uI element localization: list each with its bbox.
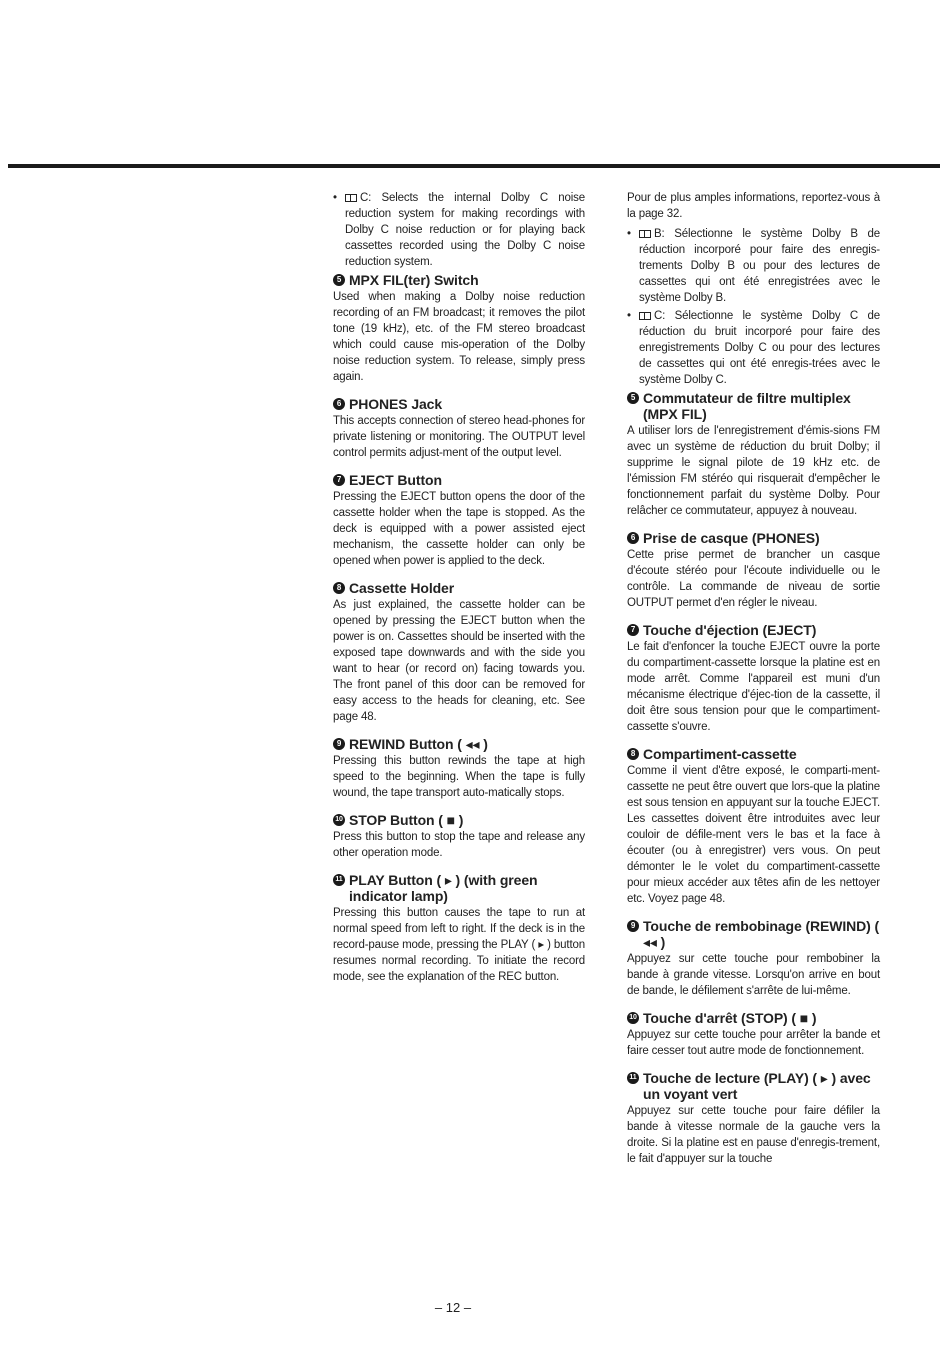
section-10 [627,1010,880,1059]
section-number-icon: 9 [333,738,345,750]
section-title: Prise de casque (PHONES) [643,530,820,546]
section-body: Comme il vient d'être exposé, le comparti-ment-cassette ne peut être ouvert que lors-que la platine est sous tension en appuyant sur la touche EJECT. Les cassettes doivent être introduites avec leur couloir de défile-ment vers le bas et la face à écouter (ou à enregistrer) vers vous. On peut démonter le le volet du compartiment-cassette pour mieux accéder aux têtes afin de les nettoyer etc. Voyez page 48. [627,765,880,905]
section-heading [333,812,585,828]
section-5 [627,390,880,519]
section-heading [627,1010,880,1026]
bullet-dot: • [627,310,632,322]
section-number-icon: 5 [333,274,345,286]
section-heading [627,1070,880,1102]
section-number-icon: 6 [333,398,345,410]
section-7 [627,622,880,735]
dolby-c-bullet [333,190,585,270]
section-heading [627,390,880,422]
section-6 [333,396,585,461]
top-rule [8,164,940,168]
section-11 [627,1070,880,1167]
french-column [627,190,880,1178]
dolby-c-bullet [627,308,880,388]
section-body: Pressing this button causes the tape to run at normal speed from left to right. If the deck is in the record-pause mode, pressing the PLAY ( ▸ ) button resumes normal recording. To initiate the record mode, see the explanation of the REC button. [333,907,585,983]
section-title: Commutateur de filtre multiplex (MPX FIL) [643,390,851,422]
dolby-icon [639,312,651,320]
section-number-icon: 11 [627,1072,639,1084]
section-heading [627,530,880,546]
dolby-icon [639,230,651,238]
dolby-c-text: C: Selects the internal Dolby C noise reduction system for making recordings with Dolby C noise reduction or for playing back cassettes recorded using the Dolby C noise reduction system. [345,192,585,268]
section-heading [333,580,585,596]
page-number: – 12 – [434,1300,472,1315]
section-title: Touche d'éjection (EJECT) [643,622,817,638]
section-title: Touche d'arrêt (STOP) ( ■ ) [643,1010,817,1026]
dolby-b-bullet [627,226,880,306]
section-number-icon: 5 [627,392,639,404]
french-intro [627,190,880,222]
section-7 [333,472,585,569]
section-11 [333,872,585,985]
section-heading [627,746,880,762]
section-number-icon: 8 [627,748,639,760]
section-heading [627,622,880,638]
section-body: This accepts connection of stereo head-phones for private listening or monitoring. The OUTPUT level control permits adjust-ment of the output level. [333,415,585,459]
section-title: Touche de lecture (PLAY) ( ▸ ) avec un voyant vert [643,1070,871,1102]
section-9 [627,918,880,999]
section-number-icon: 10 [627,1012,639,1024]
dolby-b-text: B: Sélectionne le système Dolby B de réduction incorporé pour faire des enregis-trements Dolby B ou pour des lectures de cassettes qui ont été enregistrées avec le système Dolby B. [639,228,880,304]
section-title: REWIND Button ( ◂◂ ) [349,736,488,752]
section-title: Touche de rembobinage (REWIND) ( ◂◂ ) [643,918,880,950]
section-number-icon: 6 [627,532,639,544]
section-title: PHONES Jack [349,396,443,412]
bullet-dot: • [333,192,338,204]
section-body: Le fait d'enfoncer la touche EJECT ouvre la porte du compartiment-cassette lorsque la platine est en mode arrêt. Comme l'appareil est muni d'un mécanisme électrique d'éjec-tion de la cassette, il doit être sous tension pour que le compartiment-cassette s'ouvre. [627,641,880,733]
section-body: As just explained, the cassette holder can be opened by pressing the EJECT button when the power is on. Cassettes should be inserted with the exposed tape downwards and with the side you want to hear (or record on) facing towards you. The front panel of this door can be removed for easy access to the heads for cleaning, etc. See page 48. [333,599,585,723]
section-heading [333,736,585,752]
intro-text: Pour de plus amples informations, reportez-vous à la page 32. [627,192,880,220]
section-8 [333,580,585,725]
section-number-icon: 8 [333,582,345,594]
section-number-icon: 9 [627,920,639,932]
section-title: Cassette Holder [349,580,455,596]
section-heading [333,472,585,488]
english-column [333,190,585,996]
dolby-c-text: C: Sélectionne le système Dolby C de réduction du bruit incorporé pour faire des enregistrements Dolby C ou pour des lectures de cassettes qui ont été enregis-trées avec le système Dolby C. [639,310,880,386]
section-10 [333,812,585,861]
section-title: PLAY Button ( ▸ ) (with green indicator lamp) [349,872,538,904]
dolby-icon [345,194,357,202]
section-heading [627,918,880,950]
section-6 [627,530,880,611]
section-body: Pressing the EJECT button opens the door of the cassette holder when the tape is stopped. As the deck is equipped with a power assisted eject mechanism, the cassette holder can only be opened when power is applied to the deck. [333,491,585,567]
section-9 [333,736,585,801]
section-8 [627,746,880,907]
section-heading [333,396,585,412]
section-body: Appuyez sur cette touche pour arrêter la bande et faire cesser tout autre mode de fonctionnement. [627,1029,880,1057]
section-number-icon: 10 [333,814,345,826]
section-title: Compartiment-cassette [643,746,797,762]
section-number-icon: 7 [627,624,639,636]
section-body: Appuyez sur cette touche pour rembobiner la bande à grande vitesse. Lorsqu'on arrive en bout de bande, le défilement s'arrête de lui-même. [627,953,880,997]
section-title: EJECT Button [349,472,442,488]
section-number-icon: 11 [333,874,345,886]
section-body: Used when making a Dolby noise reduction recording of an FM broadcast; it removes the pilot tone (19 kHz), etc. of the FM stereo broadcast which could cause mis-operation of the Dolby noise reduction system. To release, simply press again. [333,291,585,383]
section-body: Appuyez sur cette touche pour faire défiler la bande à vitesse normale de la gauche vers la droite. Si la platine est en pause d'enregis-trement, le fait d'appuyer sur la touche [627,1105,880,1165]
section-body: Press this button to stop the tape and release any other operation mode. [333,831,585,859]
section-heading [333,872,585,904]
section-body: A utiliser lors de l'enregistrement d'émis-sions FM avec un système de réduction du bruit Dolby; il supprime le signal pilote de 19 kHz etc. de l'émission FM stéréo qui risquerait d'empêcher le fonctionnement parfait du système Dolby. Pour relâcher ce commutateur, appuyez à nouveau. [627,425,880,517]
section-body: Pressing this button rewinds the tape at high speed to the beginning. When the tape is fully wound, the tape transport auto-matically stops. [333,755,585,799]
section-title: MPX FIL(ter) Switch [349,272,479,288]
section-heading [333,272,585,288]
section-title: STOP Button ( ■ ) [349,812,464,828]
section-5 [333,272,585,385]
bullet-dot: • [627,228,632,240]
section-number-icon: 7 [333,474,345,486]
section-body: Cette prise permet de brancher un casque d'écoute stéréo pour l'écoute individuelle ou le contrôle. La commande de niveau de sortie OUTPUT permet d'en régler le niveau. [627,549,880,609]
